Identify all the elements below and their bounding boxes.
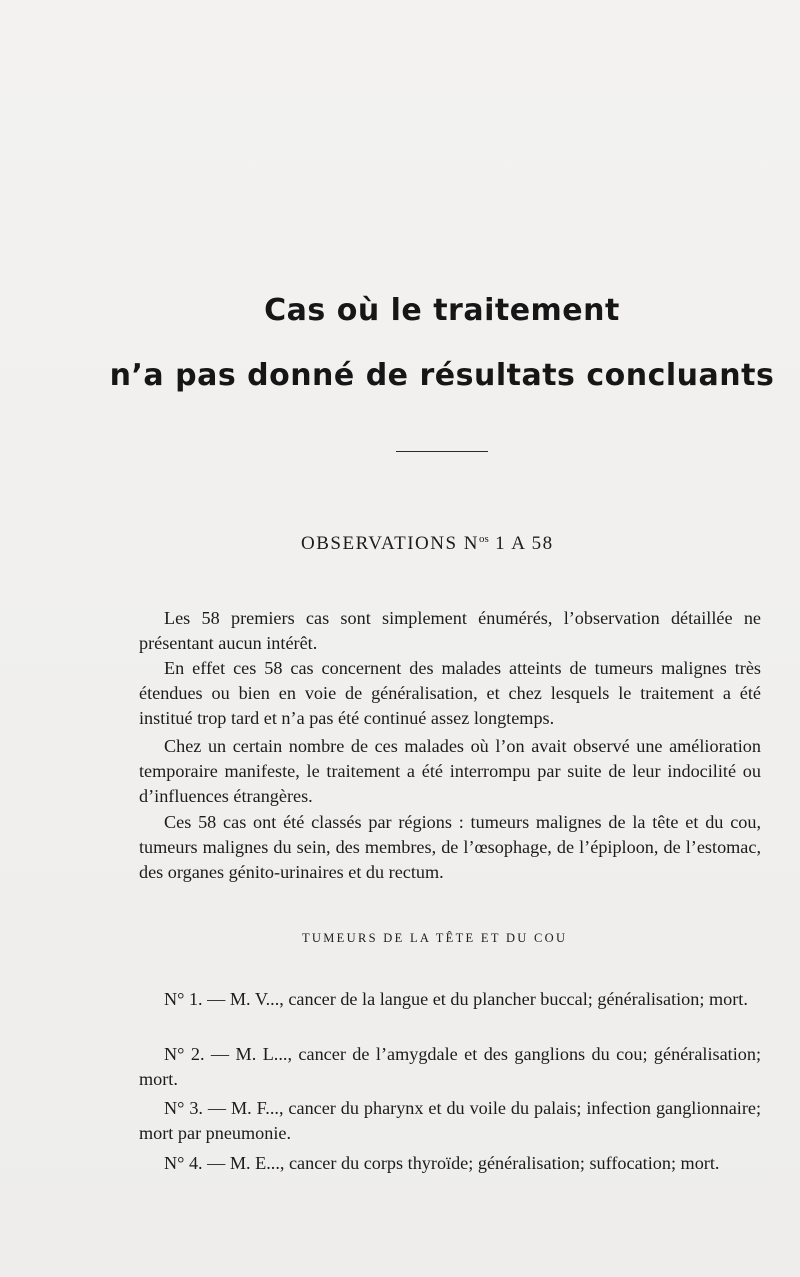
paragraph-1: Les 58 premiers cas sont simplement énumérés, l’observation détaillée ne présentant aucun intérêt. [139,608,761,653]
paragraph-2: En effet ces 58 cas concernent des malades atteints de tumeurs malignes très étendues ou bien en voie de généralisation, et chez lesquels le traitement a été institué trop tard et n’a pas été continué assez longtemps. [139,658,761,728]
observations-range: 1 A 58 [488,533,554,554]
observations-label: OBSERVATIONS N [301,533,480,554]
case-entry-3: N° 3. — M. F..., cancer du pharynx et du voile du palais; infection ganglionnaire; mort par pneumonie. [139,1098,761,1143]
case-entry-2: N° 2. — M. L..., cancer de l’amygdale et des ganglions du cou; généralisation; mort. [139,1044,761,1089]
chapter-title-line-1: Cas où le traitement [264,293,620,328]
observations-heading [301,533,554,555]
paragraph-4: Ces 58 cas ont été classés par régions : tumeurs malignes de la tête et du cou, tumeurs malignes du sein, des membres, de l’œsophage, de l’épiploon, de l’estomac, des organes génito-urinaires et du rectum. [139,812,761,882]
case-entry-1: N° 1. — M. V..., cancer de la langue et du plancher buccal; généralisation; mort. [164,989,748,1009]
title-divider [396,451,488,452]
observations-superscript: os [479,533,489,545]
paragraph-3: Chez un certain nombre de ces malades où l’on avait observé une amélioration temporaire manifeste, le traitement a été interrompu par suite de leur indocilité ou d’influences étrangères. [139,736,761,806]
chapter-title-line-2: n’a pas donné de résultats concluants [109,358,775,393]
case-entry-4: N° 4. — M. E..., cancer du corps thyroïde; généralisation; suffocation; mort. [164,1153,720,1173]
section-heading: TUMEURS DE LA TÊTE ET DU COU [302,931,568,945]
